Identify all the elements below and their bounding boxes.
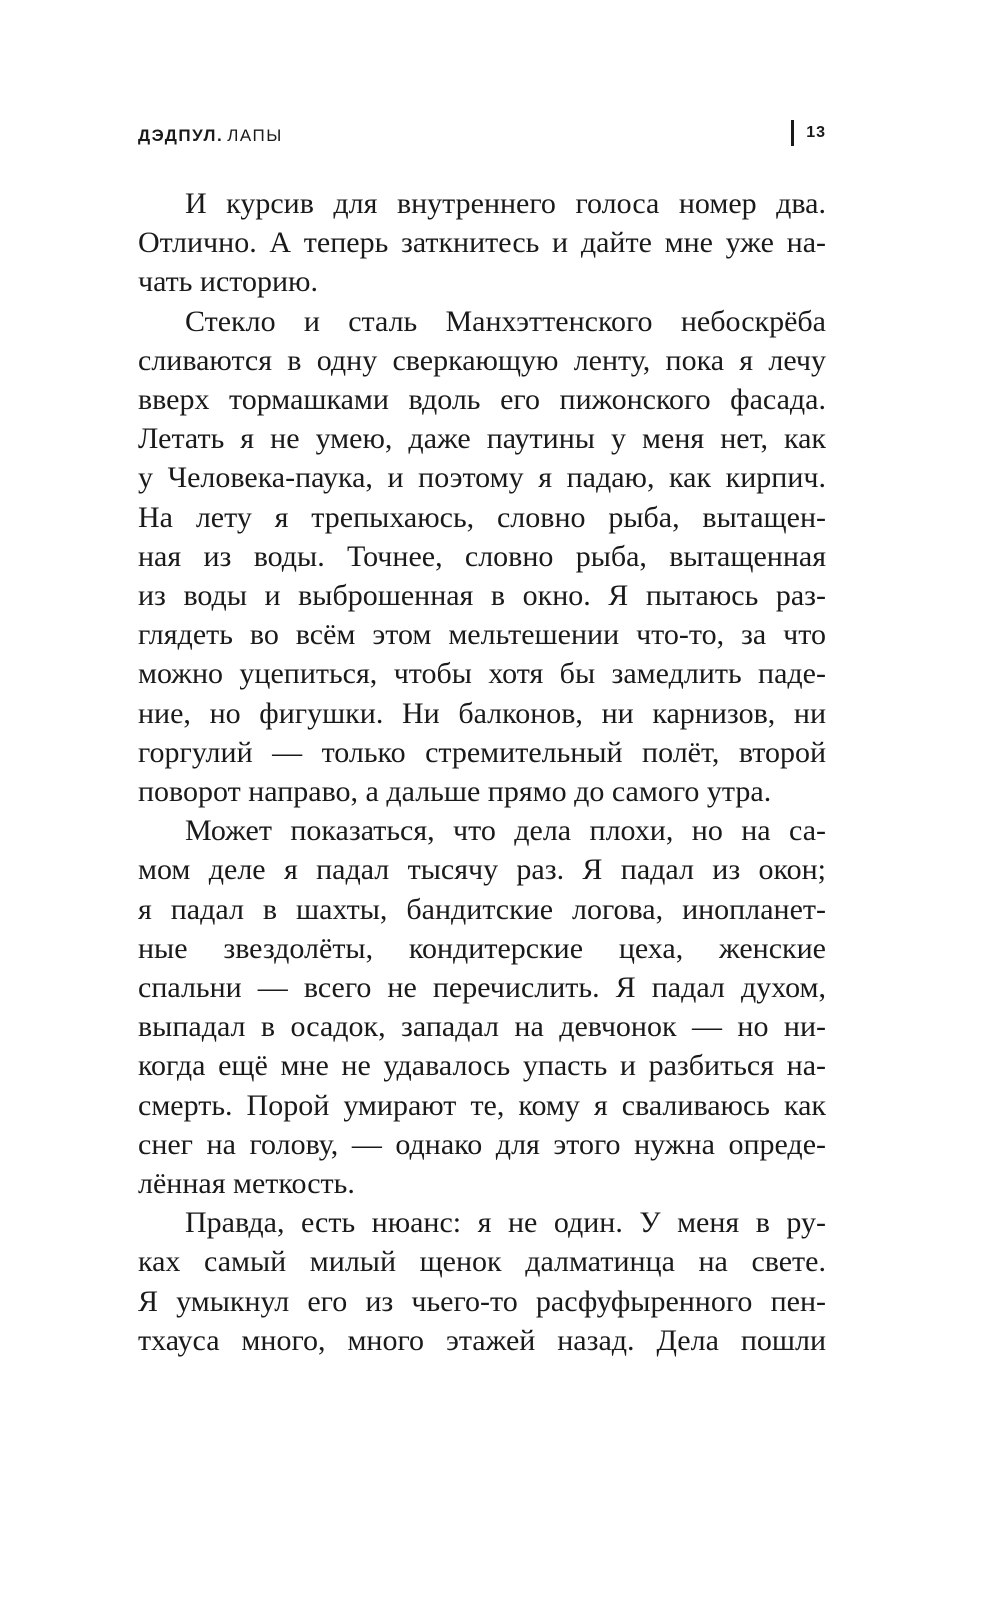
- body-text: [138, 184, 826, 1360]
- text-line: Стекло и сталь Манхэттенского небоскрёба: [185, 304, 826, 338]
- text-line: поворот направо, а дальше прямо до самого утра.: [138, 775, 772, 809]
- text-line: спальни — всего не перечислить. Я падал духом,: [138, 971, 826, 1005]
- text-line: ная из воды. Точнее, словно рыба, вытащенная: [138, 539, 826, 573]
- text-line: смерть. Порой умирают те, кому я сваливаюсь как: [138, 1088, 826, 1122]
- text-line: мом деле я падал тысячу раз. Я падал из окон;: [138, 853, 826, 887]
- running-title: [138, 126, 283, 146]
- running-header: [138, 118, 826, 148]
- text-line: можно уцепиться, чтобы хотя бы замедлить паде-: [138, 657, 826, 691]
- text-line: у Человека-паука, и поэтому я падаю, как кирпич.: [138, 461, 826, 495]
- text-line: ках самый милый щенок далматинца на свете.: [138, 1245, 826, 1279]
- text-line: сливаются в одну сверкающую ленту, пока я лечу: [138, 343, 826, 377]
- book-title: ДЭДПУЛ.: [138, 126, 224, 145]
- text-line: я падал в шахты, бандитские логова, инопланет-: [138, 892, 826, 926]
- text-line: вверх тормашками вдоль его пижонского фасада.: [138, 383, 826, 417]
- text-line: из воды и выброшенная в окно. Я пытаюсь раз-: [138, 579, 826, 613]
- page-number-block: [791, 118, 826, 148]
- page-number: 13: [806, 124, 826, 141]
- page-number-divider: [791, 120, 794, 146]
- text-line: тхауса много, много этажей назад. Дела пошли: [138, 1323, 826, 1357]
- text-line: Правда, есть нюанс: я не один. У меня в ру-: [185, 1206, 826, 1240]
- text-line: когда ещё мне не удавалось упасть и разбиться на-: [138, 1049, 826, 1083]
- chapter-title: ЛАПЫ: [227, 126, 283, 145]
- text-line: снег на голову, — однако для этого нужна опреде-: [138, 1127, 826, 1161]
- text-line: Я умыкнул его из чьего-то расфуфыренного пен-: [138, 1284, 826, 1318]
- text-line: Отлично. А теперь заткнитесь и дайте мне уже на-: [138, 226, 826, 260]
- text-line: ние, но фигушки. Ни балконов, ни карнизов, ни: [138, 696, 826, 730]
- text-line: чать историю.: [138, 265, 318, 299]
- text-line: Летать я не умею, даже паутины у меня нет, как: [138, 422, 826, 456]
- text-line: ные звездолёты, кондитерские цеха, женские: [138, 931, 826, 965]
- text-line: глядеть во всём этом мельтешении что-то, за что: [138, 618, 826, 652]
- text-line: Может показаться, что дела плохи, но на са-: [185, 814, 826, 848]
- text-line: горгулий — только стремительный полёт, второй: [138, 735, 826, 769]
- text-line: И курсив для внутреннего голоса номер два.: [185, 187, 826, 220]
- text-line: На лету я трепыхаюсь, словно рыба, вытащен-: [138, 500, 826, 534]
- text-line: лённая меткость.: [138, 1167, 355, 1201]
- text-line: выпадал в осадок, западал на девчонок — но ни-: [138, 1010, 826, 1044]
